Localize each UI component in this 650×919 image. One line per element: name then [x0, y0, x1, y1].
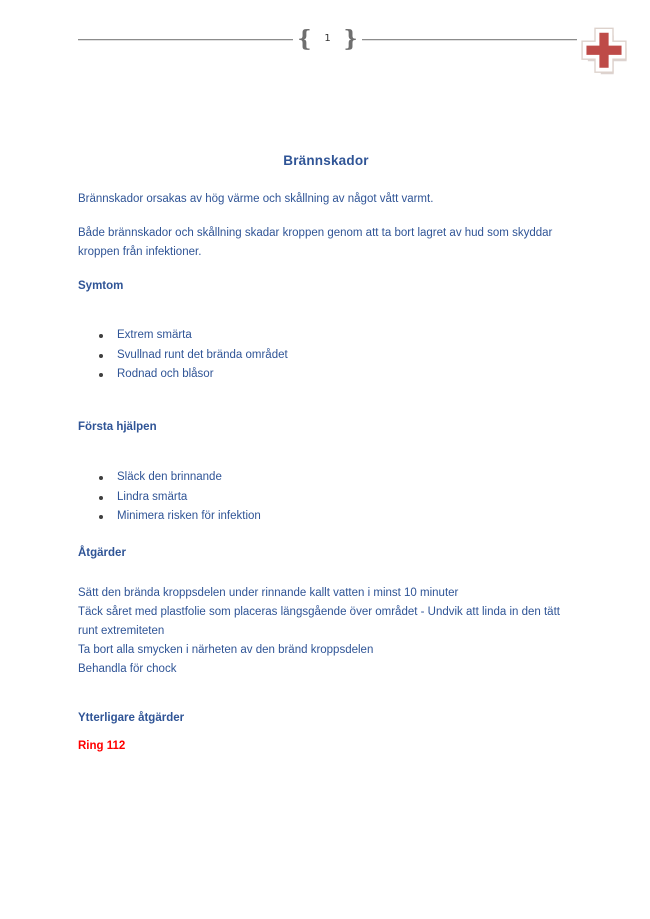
heading-symtom: Symtom: [78, 280, 124, 292]
atgarder-line: Ta bort alla smycken i närheten av den bränd kroppsdelen: [78, 644, 374, 656]
left-brace-glyph: {: [297, 26, 312, 52]
list-item: Lindra smärta: [78, 488, 574, 508]
intro-paragraph-1: Brännskador orsakas av hög värme och skållning av något vått varmt.: [78, 193, 434, 205]
list-item: Rodnad och blåsor: [78, 365, 574, 385]
right-brace-glyph: }: [343, 26, 358, 52]
list-item: Extrem smärta: [78, 326, 574, 346]
atgarder-text-block: [78, 584, 574, 679]
header-rule-left: [78, 39, 293, 40]
list-item: Minimera risken för infektion: [78, 507, 574, 527]
list-item: Svullnad runt det brända området: [78, 346, 574, 366]
atgarder-line: Behandla för chock: [78, 663, 177, 675]
forsta-hjalpen-bullet-list: [78, 468, 574, 527]
page-number-group: [295, 26, 359, 52]
header-rule-right: [362, 39, 577, 40]
page-number: 1: [324, 33, 331, 44]
heading-ytterligare-atgarder: Ytterligare åtgärder: [78, 712, 185, 724]
heading-atgarder: Åtgärder: [78, 547, 126, 559]
red-cross-icon: [580, 26, 628, 80]
list-item: Släck den brinnande: [78, 468, 574, 488]
header-rule: [78, 26, 577, 52]
atgarder-line: Sätt den brända kroppsdelen under rinnande kallt vatten i minst 10 minuter: [78, 587, 459, 599]
atgarder-line: Täck såret med plastfolie som placeras längsgående över området - Undvik att linda in den tätt runt extremiteten: [78, 606, 560, 637]
symtom-bullet-list: [78, 326, 574, 385]
document-title: Brännskador: [283, 153, 369, 168]
heading-forsta-hjalpen: Första hjälpen: [78, 421, 157, 433]
emergency-call-text: Ring 112: [78, 740, 126, 752]
intro-paragraph-2: Både brännskador och skållning skadar kroppen genom att ta bort lagret av hud som skyddar kroppen från infektioner.: [78, 227, 553, 258]
